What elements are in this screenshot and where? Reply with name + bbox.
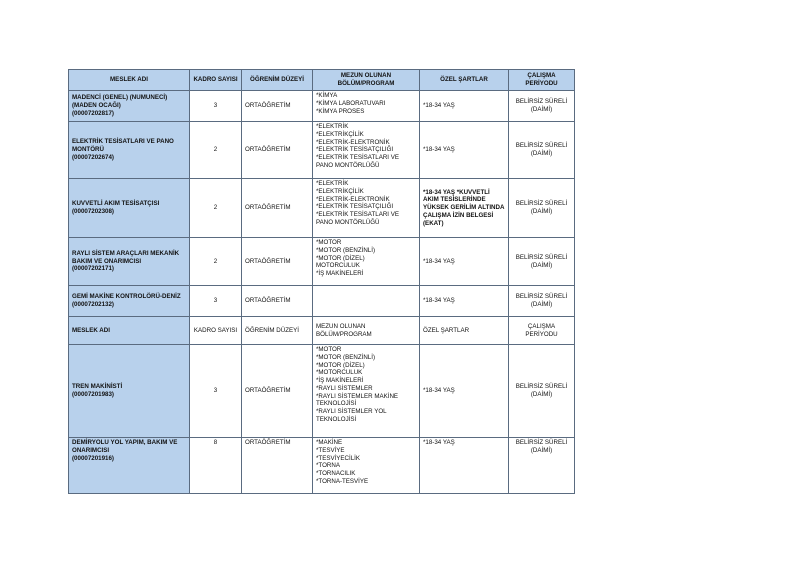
program-item: *TORNA bbox=[316, 462, 340, 470]
subheader-meslek: MESLEK ADI bbox=[69, 317, 190, 345]
program-cell bbox=[313, 179, 420, 238]
kadro-cell: 3 bbox=[190, 91, 242, 122]
program-cell bbox=[313, 438, 420, 494]
meslek-name: KUVVETLİ AKIM TESİSATÇISI bbox=[72, 200, 160, 208]
program-item: *KİMYA bbox=[316, 92, 338, 99]
header-mezun: MEZUN OLUNAN BÖLÜM/PROGRAM bbox=[313, 70, 420, 91]
meslek-cell bbox=[69, 91, 190, 122]
program-item: *ELEKTRİK TESİSATLARI VE PANO MONTÖRLÜĞÜ bbox=[316, 154, 399, 169]
table-row bbox=[69, 238, 575, 286]
program-item: *MAKİNE bbox=[316, 439, 343, 446]
job-listing-table bbox=[68, 69, 575, 494]
table-row bbox=[69, 286, 575, 317]
meslek-cell bbox=[69, 238, 190, 286]
meslek-name: ELEKTRİK TESİSATLARI VE PANO MONTÖRÜ bbox=[72, 138, 174, 154]
program-item: *RAYLI SİSTEMLER YOL TEKNOLOJİSİ bbox=[316, 408, 387, 423]
program-item: *ELEKTRİK-ELEKTRONİK bbox=[316, 138, 390, 146]
header-meslek: MESLEK ADI bbox=[69, 70, 190, 91]
meslek-name: DEMİRYOLU YOL YAPIM, BAKIM VE ONARIMCISI bbox=[72, 439, 178, 454]
kadro-cell: 3 bbox=[190, 345, 242, 438]
calisma-cell: BELİRSİZ SÜRELİ (DAİMİ) bbox=[509, 438, 575, 494]
sartlar-cell: *18-34 YAŞ bbox=[420, 238, 509, 286]
kadro-cell: 2 bbox=[190, 122, 242, 179]
program-item: *MOTOR bbox=[316, 346, 342, 353]
program-item: *MOTOR bbox=[316, 239, 342, 246]
program-item: *KİMYA LABORATUVARI bbox=[316, 99, 386, 107]
table-row bbox=[69, 438, 575, 494]
program-item: *ELEKTRİKÇİLİK bbox=[316, 187, 364, 195]
meslek-name: GEMİ MAKİNE KONTROLÖRÜ-DENİZ bbox=[72, 293, 181, 301]
program-item: *KİMYA PROSES bbox=[316, 107, 365, 115]
calisma-cell: BELİRSİZ SÜRELİ (DAİMİ) bbox=[509, 179, 575, 238]
program-item: *İŞ MAKİNELERİ bbox=[316, 377, 364, 384]
program-item: *TORNACILIK bbox=[316, 470, 356, 477]
header-ogrenim: ÖĞRENİM DÜZEYİ bbox=[242, 70, 313, 91]
program-item: *ELEKTRİK bbox=[316, 180, 349, 187]
meslek-name: TREN MAKİNİSTİ bbox=[72, 383, 123, 391]
meslek-cell bbox=[69, 179, 190, 238]
meslek-code: (00007202308) bbox=[72, 208, 114, 215]
subheader-ogrenim: ÖĞRENİM DÜZEYİ bbox=[242, 317, 313, 345]
meslek-name: RAYLI SİSTEM ARAÇLARI MEKANİK BAKIM VE ONARIMCISI bbox=[72, 249, 180, 265]
program-item: *ELEKTRİK TESİSATÇILIĞI bbox=[316, 146, 394, 154]
calisma-cell: BELİRSİZ SÜRELİ (DAİMİ) bbox=[509, 345, 575, 438]
sartlar-cell: *18-34 YAŞ bbox=[420, 91, 509, 122]
table-header-row bbox=[69, 70, 575, 91]
program-item: *RAYLI SİSTEMLER bbox=[316, 384, 373, 392]
header-calisma: ÇALIŞMA PERİYODU bbox=[509, 70, 575, 91]
table-row bbox=[69, 179, 575, 238]
program-item: *ELEKTRİK bbox=[316, 123, 349, 130]
table-subheader-row bbox=[69, 317, 575, 345]
program-cell bbox=[313, 238, 420, 286]
header-sartlar: ÖZEL ŞARTLAR bbox=[420, 70, 509, 91]
ogrenim-cell: ORTAÖĞRETİM bbox=[242, 238, 313, 286]
ogrenim-cell: ORTAÖĞRETİM bbox=[242, 345, 313, 438]
program-item: *MOTOR (BENZİNLİ) bbox=[316, 246, 376, 254]
subheader-calisma: ÇALIŞMA PERİYODU bbox=[509, 317, 575, 345]
meslek-cell bbox=[69, 438, 190, 494]
program-cell bbox=[313, 286, 420, 317]
meslek-name: MADENCİ (GENEL) (NUMUNECİ) (MADEN OCAĞI) bbox=[72, 94, 168, 110]
program-item: *MOTOR (DİZEL) bbox=[316, 254, 365, 262]
program-item: MOTORCULUK bbox=[316, 262, 360, 270]
program-item: *TORNA-TESVİYE bbox=[316, 477, 369, 485]
meslek-code: (00007201983) bbox=[72, 391, 114, 398]
meslek-code: (00007202674) bbox=[72, 153, 114, 161]
ogrenim-cell: ORTAÖĞRETİM bbox=[242, 122, 313, 179]
sartlar-cell: *18-34 YAŞ *KUVVETLİ AKIM TESİSLERİNDE YÜKSEK GERİLİM ALTINDA ÇALIŞMA İZİN BELGESİ (EKAT) bbox=[420, 179, 509, 238]
calisma-cell: BELİRSİZ SÜRELİ (DAİMİ) bbox=[509, 91, 575, 122]
meslek-code: (00007202132) bbox=[72, 301, 114, 308]
sartlar-cell: *18-34 YAŞ bbox=[420, 345, 509, 438]
program-item: *MOTOR (BENZİNLİ) bbox=[316, 353, 376, 361]
program-item: *RAYLI SİSTEMLER MAKİNE TEKNOLOJİSİ bbox=[316, 392, 399, 408]
subheader-sartlar: ÖZEL ŞARTLAR bbox=[420, 317, 509, 345]
meslek-cell bbox=[69, 286, 190, 317]
ogrenim-cell: ORTAÖĞRETİM bbox=[242, 438, 313, 494]
program-item: *TESVİYE bbox=[316, 446, 345, 454]
program-item: *ELEKTRİKÇİLİK bbox=[316, 130, 364, 138]
program-cell bbox=[313, 91, 420, 122]
sartlar-cell: *18-34 YAŞ bbox=[420, 286, 509, 317]
program-item: *ELEKTRİK-ELEKTRONİK bbox=[316, 195, 390, 203]
program-cell bbox=[313, 122, 420, 179]
program-item: *TESVİYECİLİK bbox=[316, 454, 361, 462]
ogrenim-cell: ORTAÖĞRETİM bbox=[242, 286, 313, 317]
calisma-cell: BELİRSİZ SÜRELİ (DAİMİ) bbox=[509, 122, 575, 179]
program-item: *ELEKTRİK TESİSATÇILIĞI bbox=[316, 203, 394, 211]
meslek-cell bbox=[69, 122, 190, 179]
calisma-cell: BELİRSİZ SÜRELİ (DAİMİ) bbox=[509, 238, 575, 286]
subheader-mezun: MEZUN OLUNAN BÖLÜM/PROGRAM bbox=[313, 317, 420, 345]
meslek-cell bbox=[69, 345, 190, 438]
ogrenim-cell: ORTAÖĞRETİM bbox=[242, 179, 313, 238]
program-item: *İŞ MAKİNELERİ bbox=[316, 270, 364, 277]
program-cell bbox=[313, 345, 420, 438]
calisma-cell: BELİRSİZ SÜRELİ (DAİMİ) bbox=[509, 286, 575, 317]
program-item: *ELEKTRİK TESİSATLARI VE PANO MONTÖRLÜĞÜ bbox=[316, 211, 399, 226]
meslek-code: (00007202817) bbox=[72, 109, 114, 117]
kadro-cell: 8 bbox=[190, 438, 242, 494]
sartlar-cell: *18-34 YAŞ bbox=[420, 438, 509, 494]
meslek-code: (00007201916) bbox=[72, 454, 114, 462]
table-row bbox=[69, 345, 575, 438]
program-item: *MOTORCULUK bbox=[316, 369, 363, 377]
table-row bbox=[69, 122, 575, 179]
meslek-code: (00007202171) bbox=[72, 265, 114, 273]
kadro-cell: 3 bbox=[190, 286, 242, 317]
header-kadro: KADRO SAYISI bbox=[190, 70, 242, 91]
program-item: *MOTOR (DİZEL) bbox=[316, 361, 365, 369]
sartlar-cell: *18-34 YAŞ bbox=[420, 122, 509, 179]
kadro-cell: 2 bbox=[190, 179, 242, 238]
ogrenim-cell: ORTAÖĞRETİM bbox=[242, 91, 313, 122]
subheader-kadro: KADRO SAYISI bbox=[190, 317, 242, 345]
kadro-cell: 2 bbox=[190, 238, 242, 286]
table-row bbox=[69, 91, 575, 122]
